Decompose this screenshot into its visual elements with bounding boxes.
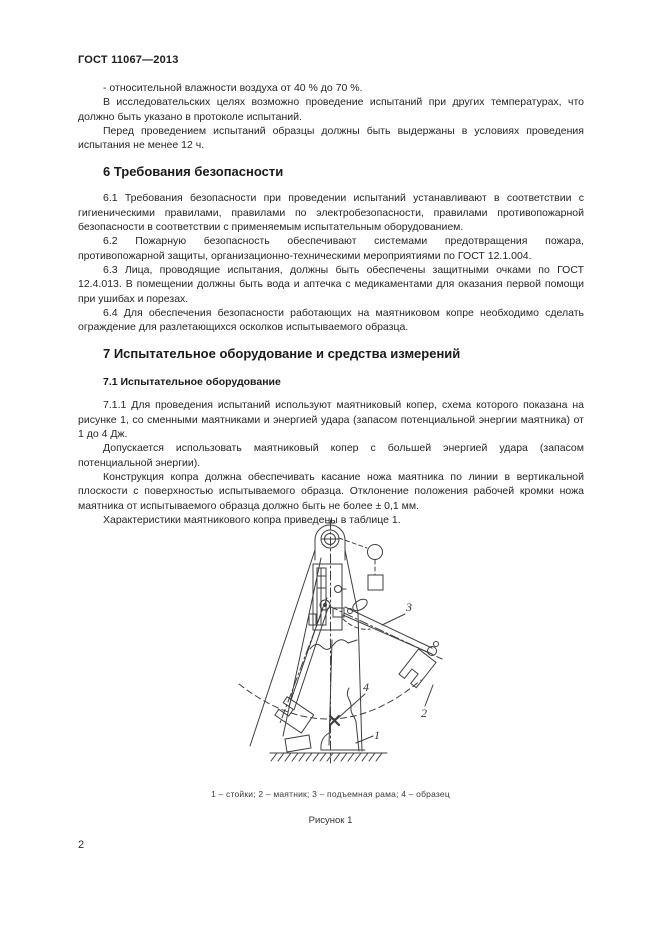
paragraph: Допускается использовать маятниковый копер с большей энергией удара (запасом потенциальной энергии). [78,442,584,469]
pendulum-hammer-swung [275,598,328,733]
paragraph: 7.1.1 Для проведения испытаний используют маятниковый копер, схема которого показана на рисунке 1, со сменными маятниками и энергией удара (запасом потенциальной энергии маятника) от 1 до 4 Дж. [78,399,584,441]
stand-foot [285,735,311,752]
document-standard-number: ГОСТ 11067—2013 [78,54,179,66]
section-7-1-subtitle: 7.1 Испытательное оборудование [103,376,281,389]
lifting-frame [329,606,442,659]
figure-1-caption: 1 – стойки; 2 – маятник; 3 – подъемная рама; 4 – образец [211,789,450,799]
figure-1-name: Рисунок 1 [308,815,353,826]
paragraph: - относительной влажности воздуха от 40 % до 70 %. [103,82,363,94]
paragraph: 6.4 Для обеспечения безопасности работающих на маятниковом копре необходимо сделать ограждение для разлетающихся осколков испытываемого образца. [78,306,584,334]
paragraph: В исследовательских целях возможно проведение испытаний при других температурах, что должно быть указано в протоколе испытаний. [78,96,584,123]
pulley [368,545,383,560]
ground [270,753,387,761]
pendulum-impact-tester-diagram [225,518,505,780]
figure-1 [225,518,505,780]
callout-2: 2 [421,706,427,720]
page-number: 2 [78,839,85,851]
callout-4: 4 [363,680,369,694]
counterweight [368,575,383,590]
paragraph: 6.3 Лица, проводящие испытания, должны быть обеспечены защитными очками по ГОСТ 12.4.013. В помещении должны быть вода и аптечка с медикаментами для оказания первой помощи при ушибах и порезах. [78,263,584,305]
paragraph: Перед проведением испытаний образцы должны быть выдержаны в условиях проведения испытания не менее 12 ч. [78,124,584,152]
stand-leg-right [345,550,362,751]
specimen-mark [330,716,339,725]
paragraph: Конструкция копра должна обеспечивать касание ножа маятника по линии в вертикальной плоскости с поверхностью испытываемого образца. Отклонение положения рабочей кромки ножа маятника от испытываемого образца должно быть не более ± 0,1 мм. [78,470,584,512]
paragraph: Характеристики маятникового копра приведены в таблице 1. [103,513,401,526]
callout-1: 1 [374,728,380,742]
paragraph: 6.2 Пожарную безопасность обеспечивают системами предотвращения пожара, противопожарной защиты, организационно-техническими мероприятиями по ГОСТ 12.1.004. [78,235,584,262]
section-6-title: 6 Требования безопасности [103,164,284,180]
section-7-title: 7 Испытательное оборудование и средства измерений [103,346,461,362]
paragraph: 6.1 Требования безопасности при проведении испытаний устанавливают в соответствии с гигиеническими правилами, правилами по электробезопасности, правилами противопожарной безопасности в соответствии с применяемым испытательным оборудованием. [78,192,584,234]
callout-3: 3 [406,600,412,614]
document-body [78,81,584,527]
